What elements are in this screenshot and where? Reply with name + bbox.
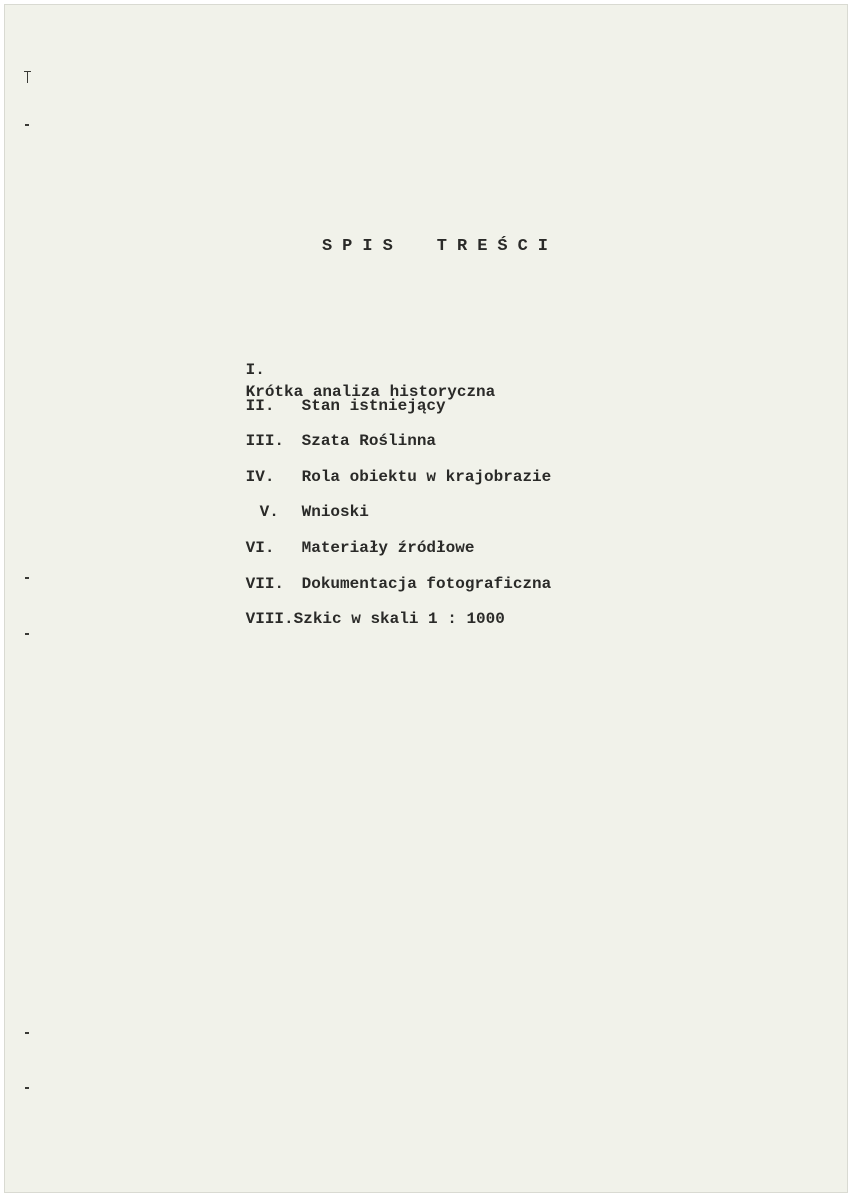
toc-entry-text: Rola obiektu w krajobrazie bbox=[301, 467, 552, 486]
toc-numeral: VII. bbox=[245, 574, 285, 593]
toc-numeral: VI. bbox=[245, 538, 275, 557]
toc-entry bbox=[188, 337, 551, 401]
margin-mark bbox=[25, 1032, 29, 1034]
toc-entry-text: Materiały źródłowe bbox=[301, 538, 475, 557]
toc-entry-text: Szkic w skali 1 : 1000 bbox=[293, 610, 505, 629]
toc-numeral: IV. bbox=[245, 467, 275, 486]
toc-entry bbox=[188, 444, 552, 486]
toc-entry bbox=[188, 551, 552, 593]
title-word: TREŚCI bbox=[436, 237, 559, 256]
toc-entry-text: Krótka analiza historyczna bbox=[245, 383, 496, 401]
toc-numeral: III. bbox=[245, 432, 285, 451]
margin-mark bbox=[25, 577, 29, 579]
toc-numeral: I. bbox=[245, 361, 265, 379]
toc-entry-text: Dokumentacja fotograficzna bbox=[301, 574, 552, 593]
toc-entry bbox=[188, 586, 551, 629]
margin-mark bbox=[25, 124, 29, 126]
margin-mark bbox=[25, 1087, 29, 1089]
document-title bbox=[5, 237, 854, 256]
toc-numeral: II. bbox=[245, 396, 275, 415]
toc-entry bbox=[188, 408, 551, 451]
document-page bbox=[4, 4, 848, 1193]
margin-mark bbox=[25, 633, 29, 635]
toc-entry-text: Stan istniejący bbox=[301, 396, 446, 415]
toc-entry-text: Wnioski bbox=[301, 503, 369, 522]
toc-numeral: VIII. bbox=[245, 610, 294, 629]
toc-entry bbox=[188, 479, 551, 522]
toc-entry bbox=[188, 515, 551, 557]
toc-entry-text: Szata Roślinna bbox=[301, 432, 437, 451]
toc-entry bbox=[188, 373, 551, 415]
toc-numeral: V. bbox=[259, 503, 279, 522]
margin-tick-mark bbox=[27, 71, 28, 83]
title-word: SPIS bbox=[321, 237, 403, 256]
table-of-contents bbox=[188, 337, 552, 629]
